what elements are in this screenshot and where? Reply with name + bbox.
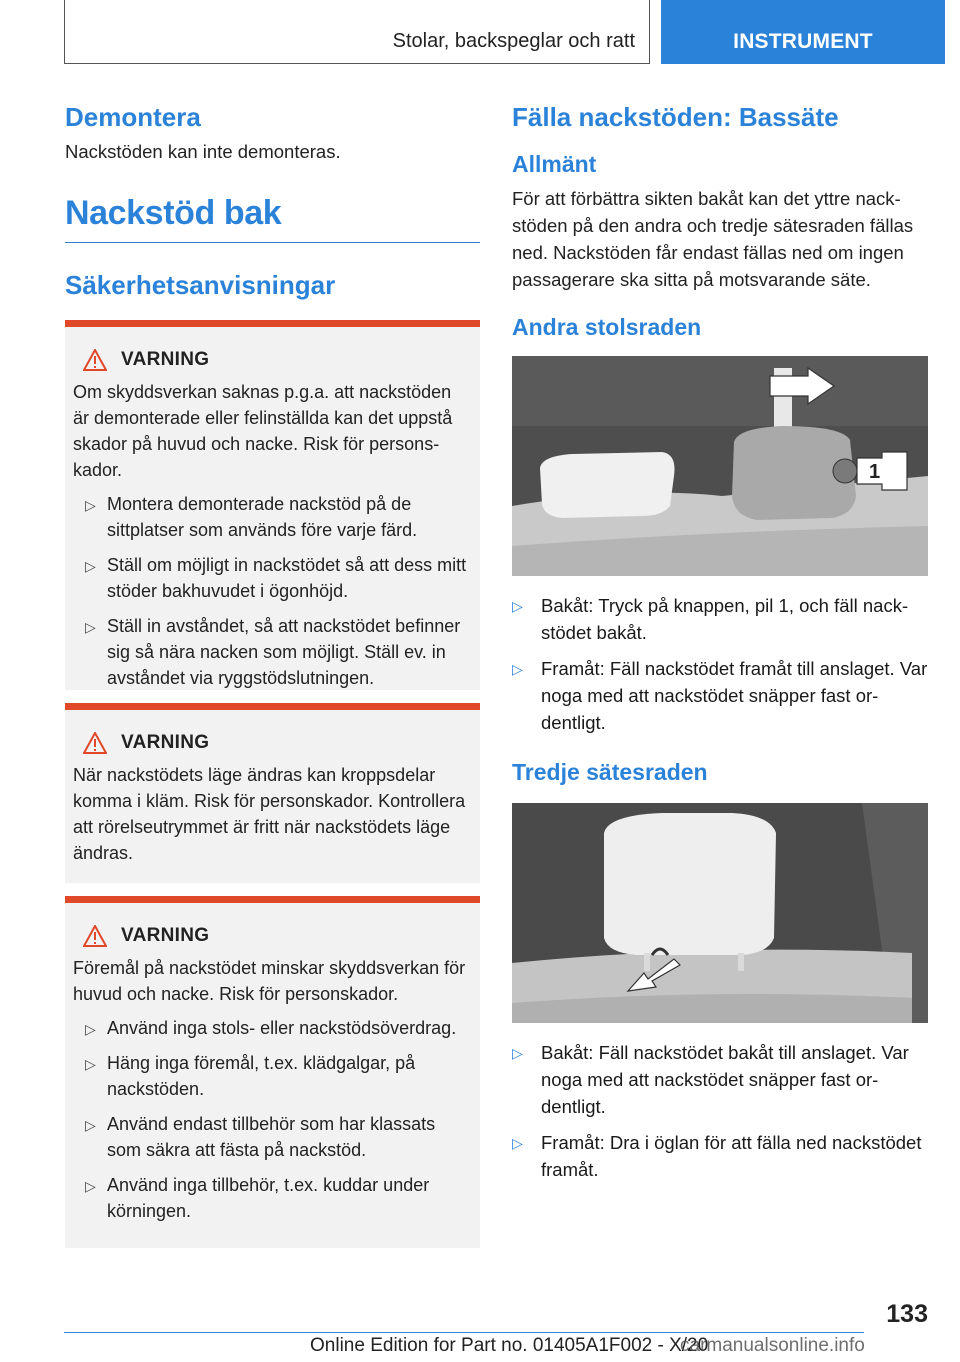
warning-triangle-icon [83,732,107,754]
demontera-heading: Demontera [65,102,201,132]
triangle-bullet-icon: ▷ [85,557,96,574]
triangle-bullet-icon: ▷ [512,1135,523,1152]
warning-box-1 [65,320,480,690]
triangle-bullet-icon: ▷ [512,1045,523,1062]
list-item: ▷ Häng inga föremål, t.ex. klädgalgar, på nackstöden. [85,1052,416,1099]
triangle-bullet-icon: ▷ [512,661,523,678]
arrow-callout-label: 1 [869,461,881,484]
general-text: För att förbättra sikten bakåt kan det yttre nackstöden på den andra och tredje sätesraden fällas ned. Nackstöden får endast fällas ned om ingen passagerare ska sitta på motsvarande säte. [512,187,914,290]
right-column [512,100,928,1192]
nackstod-bak-heading: Nackstöd bak [65,193,282,232]
triangle-bullet-icon: ▷ [85,1020,96,1037]
list-item: ▷ Använd inga tillbehör, t.ex. kuddar under körningen. [85,1174,430,1221]
warning-title-1 [73,349,472,371]
header-section-box [64,0,650,64]
row2-headrest-illustration [512,356,928,576]
list-item: ▷ Bakåt: Fäll nackstödet bakåt till anslaget. Var noga med att nackstödet snäpper fast ordentligt. [512,1042,909,1118]
warning-label-1: VARNING [121,348,210,370]
warning-label-2: VARNING [121,731,210,753]
left-column [65,100,480,1248]
warning-triangle-icon [83,349,107,371]
warning-box-3 [65,896,480,1248]
list-item: ▷ Bakåt: Tryck på knappen, pil 1, och fäll nackstödet bakåt. [512,595,909,644]
triangle-bullet-icon: ▷ [85,1177,96,1194]
triangle-bullet-icon: ▷ [85,1116,96,1133]
nackstod-bak-heading-block [65,195,480,243]
list-item: ▷ Använd endast tillbehör som har klassats som säkra att fästa på nackstöd. [85,1113,436,1160]
header-section-title: Stolar, backspeglar och ratt [392,30,635,52]
list-item: ▷ Ställ in avståndet, så att nackstödet befinner sig så nära nacken som möjligt. Ställ ev. in avståndet via ryggstödslutningen. [85,615,461,688]
warning-list-3 [73,1015,472,1224]
footer-rule [64,1332,864,1333]
warning-title-3 [73,925,472,947]
row3-heading: Tredje sätesraden [512,759,708,786]
warning-text-3: Föremål på nackstödet minskar skyddsverkan för huvud och nacke. Risk för personskador. [73,957,466,1004]
row2-heading: Andra stolsraden [512,313,702,340]
general-heading: Allmänt [512,150,597,177]
warning-label-3: VARNING [121,924,210,946]
list-item: ▷ Använd inga stols- eller nackstödsöverdrag. [73,1015,472,1041]
row3-list [512,1039,928,1183]
safety-heading: Säkerhetsanvisningar [65,269,336,300]
list-item: ▷ Ställ om möjligt in nackstödet så att dess mitt stöder bakhuvudet i ögonhöjd. [85,554,467,601]
footer-watermark[interactable]: carmanualsonline.info [680,1335,865,1356]
list-item: ▷ Montera demonterade nackstöd på de sittplatser som används före varje färd. [85,493,418,540]
warning-text-1: Om skyddsverkan saknas p.g.a. att nackstöden är demonterade eller felinställda kan det uppstå skador på huvud och nacke. Risk för personskador. [73,381,453,480]
warning-text-2: När nackstödets läge ändras kan kroppsdelar komma i kläm. Risk för personskador. Kontrollera att rörelseutrymmet är fritt när nackstödets läge ändras. [73,764,466,863]
triangle-bullet-icon: ▷ [512,598,523,615]
warning-title-2 [73,732,472,754]
row2-list [512,592,928,736]
triangle-bullet-icon: ▷ [85,1055,96,1072]
header-chapter-tab[interactable] [661,0,945,64]
row3-headrest-illustration [512,803,928,1023]
footer-edition-text: Online Edition for Part no. 01405A1F002 - X/20 [310,1335,709,1356]
warning-list-1 [73,491,472,691]
demontera-text: Nackstöden kan inte demonteras. [65,140,341,162]
page-number: 133 [886,1300,928,1328]
warning-triangle-icon [83,925,107,947]
warning-box-2 [65,703,480,883]
triangle-bullet-icon: ▷ [85,496,96,513]
fold-headrests-heading: Fälla nackstöden: Bassäte [512,102,839,132]
header-chapter-label: INSTRUMENT [733,30,873,53]
list-item: ▷ Framåt: Dra i öglan för att fälla ned nackstödet framåt. [512,1132,922,1181]
triangle-bullet-icon: ▷ [85,618,96,635]
list-item: ▷ Framåt: Fäll nackstödet framåt till anslaget. Var noga med att nackstödet snäpper fast ordentligt. [512,658,928,734]
